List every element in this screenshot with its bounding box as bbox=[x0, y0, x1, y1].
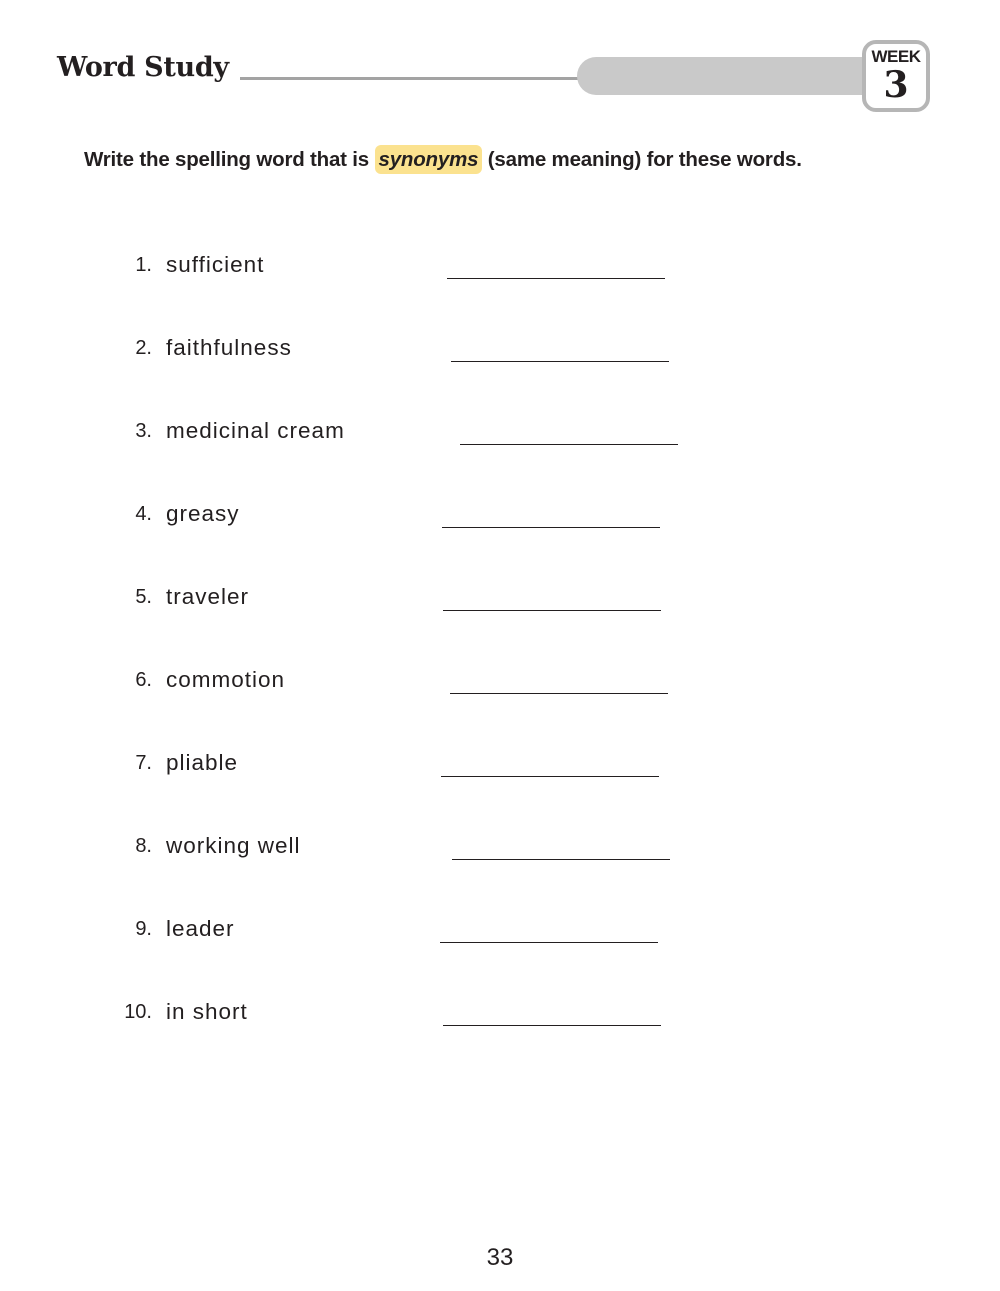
answer-input[interactable] bbox=[443, 608, 661, 611]
item-number: 10. bbox=[124, 1001, 152, 1023]
list-item bbox=[0, 254, 1000, 294]
list-item bbox=[0, 918, 1000, 958]
item-word: working well bbox=[166, 833, 301, 858]
item-number: 4. bbox=[135, 503, 152, 525]
item-number: 6. bbox=[135, 669, 152, 691]
item-number: 7. bbox=[135, 752, 152, 774]
list-item bbox=[0, 420, 1000, 460]
instructions bbox=[84, 148, 802, 172]
item-word: pliable bbox=[166, 750, 239, 775]
week-badge bbox=[862, 40, 930, 112]
answer-input[interactable] bbox=[440, 940, 658, 943]
item-word: faithfulness bbox=[166, 335, 292, 360]
item-number: 2. bbox=[135, 337, 152, 359]
item-word: commotion bbox=[166, 667, 286, 692]
answer-input[interactable] bbox=[447, 276, 665, 279]
item-number: 9. bbox=[135, 918, 152, 940]
list-item bbox=[0, 1001, 1000, 1041]
answer-input[interactable] bbox=[441, 774, 659, 777]
page-number: 33 bbox=[486, 1244, 514, 1271]
item-word: traveler bbox=[166, 584, 250, 609]
list-item bbox=[0, 752, 1000, 792]
item-word: medicinal cream bbox=[166, 418, 345, 443]
item-number: 1. bbox=[135, 254, 152, 276]
week-label: WEEK bbox=[871, 47, 921, 66]
item-word: in short bbox=[166, 999, 248, 1024]
header-rule bbox=[240, 77, 585, 80]
answer-input[interactable] bbox=[460, 442, 678, 445]
list-item bbox=[0, 586, 1000, 626]
week-number: 3 bbox=[883, 64, 909, 106]
item-number: 5. bbox=[135, 586, 152, 608]
instructions-after: (same meaning) for these words. bbox=[482, 148, 802, 171]
instructions-before: Write the spelling word that is bbox=[84, 148, 375, 171]
header-bar bbox=[577, 57, 887, 95]
list-item bbox=[0, 835, 1000, 875]
item-word: leader bbox=[166, 916, 235, 941]
list-item bbox=[0, 503, 1000, 543]
answer-input[interactable] bbox=[442, 525, 660, 528]
answer-input[interactable] bbox=[451, 359, 669, 362]
answer-input[interactable] bbox=[452, 857, 670, 860]
page-title: Word Study bbox=[57, 52, 229, 83]
item-number: 3. bbox=[135, 420, 152, 442]
list-item bbox=[0, 669, 1000, 709]
instructions-highlight: synonyms bbox=[375, 145, 483, 174]
item-number: 8. bbox=[135, 835, 152, 857]
answer-input[interactable] bbox=[443, 1023, 661, 1026]
item-word: greasy bbox=[166, 501, 240, 526]
list-item bbox=[0, 337, 1000, 377]
item-word: sufficient bbox=[166, 252, 265, 277]
answer-input[interactable] bbox=[450, 691, 668, 694]
